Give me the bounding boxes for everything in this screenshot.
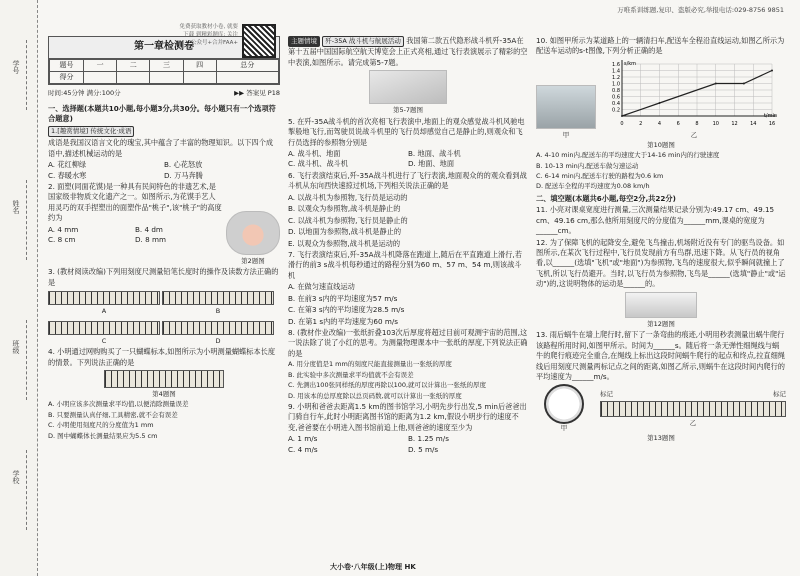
figure-label: B xyxy=(215,307,221,316)
x-axis-label: t/min xyxy=(763,112,777,119)
option[interactable]: A. 4 mm xyxy=(48,224,79,234)
y-tick-label: 1.4 xyxy=(612,68,620,75)
fig-label-yi: 乙 xyxy=(690,131,698,140)
exam-time: 时间:45分钟 满分:100分 xyxy=(48,88,121,97)
option[interactable]: D. 地面、地面 xyxy=(408,159,455,169)
option[interactable]: B. 只要测量认真仔细,工具精密,就不会有误差 xyxy=(48,410,178,419)
score-cell[interactable] xyxy=(117,71,150,83)
data-point xyxy=(621,115,623,117)
option[interactable]: A. 用分度值是1 mm的刻度尺能直接测量出一张纸的厚度 xyxy=(288,360,452,369)
chapter-title: 第一章检测卷 xyxy=(49,37,279,59)
q9-options xyxy=(288,434,528,455)
fill-line xyxy=(26,320,27,400)
score-cell[interactable] xyxy=(216,71,278,83)
q3-text: 3. (教材阅读改编)下列用刻度尺测量铅笔长度时的操作及读数方法正确的是 xyxy=(48,267,279,287)
q1-tag xyxy=(48,126,280,137)
option[interactable]: D. 万马奔腾 xyxy=(164,170,203,180)
airplane-figure xyxy=(625,292,697,318)
option[interactable]: B. 1.25 m/s xyxy=(408,434,449,444)
q13-text: 13. 雨后蜗牛在墙上爬行时,留下了一条弯曲的痕迹,小明用秒表测量出蜗牛爬行该路程所用时间,如图甲所示。时间为______s。随后将一条无弹性细绳线与蜗牛的爬行痕迹完全重合,在绳线上标出这段时间蜗牛爬行的起点和终点,拉直细绳线后用刻度尺测量两标记点之间的距离,如图乙所示,则蜗牛在这段时间内爬行的平均速度为______m/s。 xyxy=(536,330,785,381)
fill-line xyxy=(26,40,27,110)
q8-text: 8. (教材作业改编)一张纸折叠103次后厚度将超过目前可观测宇宙的范围,这一说法除了说了小红的思考。为测量物理课本中一张纸的厚度,下列说法正确的是 xyxy=(288,328,528,358)
score-row-label: 题号 xyxy=(50,59,84,71)
q2-fig-caption: 第2题图 xyxy=(241,256,265,265)
fill-line xyxy=(26,450,27,530)
x-tick-label: 4 xyxy=(657,120,662,127)
option[interactable]: D. 8 mm xyxy=(135,235,166,245)
fighter-jet-figure xyxy=(369,70,447,104)
option[interactable]: C. 4 m/s xyxy=(288,444,318,454)
section-2-heading: 二、填空题(本题共6小题,每空2分,共22分) xyxy=(536,193,676,203)
option[interactable]: C. 先测出100张同样纸的厚度再除以100,就可以计算出一张纸的厚度 xyxy=(288,381,487,390)
score-cell[interactable] xyxy=(183,71,216,83)
x-tick-label: 16 xyxy=(768,120,776,127)
q4-text: 4. 小明通过网购购买了一只蝴蝶标本,如图所示为小明测量蝴蝶标本长度的情景。下列说法正确的是 xyxy=(48,347,276,367)
option[interactable]: C. 在第3 s内的平均速度为28.5 m/s xyxy=(288,305,405,315)
q10-fig-caption: 第10题图 xyxy=(647,140,675,149)
score-cell[interactable] xyxy=(84,71,117,83)
page-footer: 大小卷·八年级(上)物理 HK xyxy=(330,563,416,571)
column-1 xyxy=(48,14,280,442)
name-label: 姓名 xyxy=(12,200,20,214)
copyright-note: 万唯系训练题,复印、盗版必究,举报电话:029-8756 9851 xyxy=(617,6,784,14)
q13-figures xyxy=(536,384,786,433)
topic-title: 歼-35A 战斗机与航展活动 xyxy=(322,36,404,47)
x-tick-label: 8 xyxy=(695,120,699,127)
option[interactable]: C. 6-14 min内,配送车行驶的路程为0.6 km xyxy=(536,172,664,180)
binding-strip xyxy=(0,0,38,576)
option[interactable]: B. 地面、战斗机 xyxy=(408,149,461,159)
option[interactable]: A. 花红柳绿 xyxy=(48,160,87,170)
section-1-heading: 一、选择题(本题共10小题,每小题3分,共30分。每小题只有一个选项符合题意) xyxy=(48,103,276,124)
stopwatch-icon xyxy=(544,384,584,424)
data-point xyxy=(771,69,773,71)
q5-text: 5. 在歼-35A战斗机的首次亮相飞行表演中,地面上的观众感觉战斗机风驰电掣般地飞行,而驾驶员说战斗机里的飞行员却感觉自己是静止的,则观众和飞行员选择的参照物分别是 xyxy=(288,116,525,147)
figure-label: C xyxy=(101,336,107,345)
mark-label: 标记 xyxy=(773,389,786,398)
q10-figures xyxy=(536,58,786,141)
mark-label: 标记 xyxy=(600,389,613,398)
q4-fig-caption: 第4题图 xyxy=(152,389,176,398)
option[interactable]: A. 以战斗机为参照物,飞行员是运动的 xyxy=(288,192,408,202)
score-cell[interactable] xyxy=(150,71,183,83)
qr-note: 免费获取教材小卷, 就要下载 到精彩题库: 关注公众号+合并FAA+ xyxy=(179,24,238,46)
q57-fig-caption: 第5-7题图 xyxy=(392,106,424,115)
q12-text: 12. 为了保障飞机的起降安全,避免飞鸟撞击,机场附近没有专门的驱鸟设备。如图所示,在某次飞行过程中,飞行员发现前方有鸟群,迅速下降。从飞行员的视角看,以______(选填"飞机"或"地面")为参照物,飞鸟的速度很大,似乎瞬间就撞上了飞机,所以飞行员避开。当时,以飞行员为参照物,飞鸟是______(选填"静止"或"运动")的,这说明物体的运动是______的。 xyxy=(536,237,786,289)
option[interactable]: A. 在做匀速直线运动 xyxy=(288,282,355,292)
score-col: 三 xyxy=(150,59,183,71)
option[interactable]: B. 以观众为参照物,战斗机是静止的 xyxy=(288,204,401,214)
topic-tag: 主题情境 xyxy=(288,36,320,47)
q1-text: 成语是我国汉语言文化的瑰宝,其中蕴含了丰富的物理知识。以下四个成语中,描述机械运动的是 xyxy=(48,138,274,158)
y-tick-label: 1.2 xyxy=(612,74,620,81)
option[interactable]: B. 此实验中多次测量求平均值就不会有误差 xyxy=(288,370,414,379)
option[interactable]: D. 在第1 s内的平均速度为60 m/s xyxy=(288,316,398,326)
option[interactable]: A. 1 m/s xyxy=(288,434,318,444)
option[interactable]: C. 战斗机、战斗机 xyxy=(288,159,348,169)
fig-label-jia: 甲 xyxy=(560,424,568,433)
q10-text: 10. 如图甲所示为某道路上的一辆清扫车,配送车全程沿直线运动,如图乙所示为配送车运动的s-t图像,下列分析正确的是 xyxy=(536,36,785,56)
y-tick-label: 1.6 xyxy=(612,61,620,68)
q1-tag-label: 1.[趣赏情境] 传统文化·成语 xyxy=(48,126,134,137)
option[interactable]: B. 心花怒放 xyxy=(164,160,203,170)
x-tick-label: 14 xyxy=(750,120,757,127)
x-tick-label: 10 xyxy=(712,120,719,127)
option[interactable]: C. 春暖水寒 xyxy=(48,170,87,180)
ruler-figure xyxy=(48,321,160,335)
fig-label-yi: 乙 xyxy=(689,419,697,428)
exam-meta xyxy=(48,89,280,98)
y-tick-label: 0.4 xyxy=(612,100,620,107)
q11-text: 11. 小亮对课桌宽度进行测量,三次测量结果记录分别为:49.17 cm、49.15 cm、49.16 cm,那么他所用刻度尺的分度值为______mm,课桌的宽度为______cm。 xyxy=(536,205,775,236)
option[interactable]: C. 以战斗机为参照物,飞行员是静止的 xyxy=(288,215,408,225)
score-row-label: 得分 xyxy=(50,71,84,83)
student-id-label: 学号 xyxy=(12,60,20,74)
y-tick-label: 1.0 xyxy=(612,81,620,88)
option[interactable]: A. 战斗机、地面 xyxy=(288,149,341,159)
q2-options xyxy=(48,225,222,246)
column-3 xyxy=(536,14,786,443)
score-col: 总分 xyxy=(216,59,278,71)
mark-labels xyxy=(600,390,786,399)
y-axis-label: s/km xyxy=(624,60,637,67)
sweeper-truck-figure xyxy=(536,85,596,129)
topic-line xyxy=(288,36,528,68)
option[interactable]: C. 小明使用刻度尺的分度值为1 mm xyxy=(48,421,154,430)
option[interactable]: B. 10-13 min内,配送车做匀速运动 xyxy=(536,161,639,170)
data-point xyxy=(743,82,745,84)
fill-line xyxy=(26,180,27,260)
y-tick-label: 0.6 xyxy=(612,94,620,101)
option[interactable]: D. 图中蝴蝶体长测量结果应为5.5 cm xyxy=(48,431,158,440)
ruler-figure xyxy=(48,291,160,305)
score-col: 一 xyxy=(84,59,117,71)
q7-text: 7. 飞行表演结束后,歼-35A战斗机降落在跑道上,随后在平直跑道上滑行,若滑行的前3 s战斗机每秒通过的路程分别为60 m、57 m、54 m,则该战斗机 xyxy=(288,249,522,280)
peach-figure xyxy=(226,211,280,255)
x-tick-label: 2 xyxy=(639,120,643,127)
option[interactable]: D. 以地面为参照物,战斗机是静止的 xyxy=(288,227,402,237)
ruler-figure xyxy=(162,291,274,305)
q9-text: 9. 小明和爸爸去距离1.5 km的图书馆学习,小明先步行出发,5 min后爸爸出门骑自行车,此时小明距离图书馆的距离为1.2 km,假设小明步行的速度不变,爸爸要在小明进入图书馆前追上他,则爸爸的速度至少为 xyxy=(288,402,527,432)
q2-text: 2. 面塑(同面花馍)是一种具有民间特色的非遗艺术,是国家级非物质文化遗产之一。如图所示,为花馍手艺人用灵巧的双手捏塑出的面塑作品"桃子",该"桃子"的高度约为 xyxy=(48,181,222,223)
butterfly-ruler-figure xyxy=(104,370,224,388)
column-2 xyxy=(288,14,528,455)
option[interactable]: D. 配送车全程的平均速度为0.08 km/h xyxy=(536,182,650,191)
option[interactable]: E. 以观众为参照物,战斗机是运动的 xyxy=(288,238,401,248)
answer-page: 答案见 P18 xyxy=(246,88,280,97)
figure-label: D xyxy=(215,336,221,345)
topic-text: 我国第二款五代隐形战斗机歼-35A在第十五届中国国际航空航天博览会上正式亮相,通过飞行表演展示了精彩的空中表演,如图所示。请完成第5-7题。 xyxy=(288,36,528,67)
string-ruler-figure xyxy=(600,401,786,417)
q1-options xyxy=(48,160,280,181)
school-label: 学校 xyxy=(12,470,20,484)
class-label: 班级 xyxy=(12,340,20,354)
option[interactable]: B. 4 dm xyxy=(135,224,163,234)
x-tick-label: 12 xyxy=(731,120,738,127)
y-tick-label: 0.2 xyxy=(612,107,620,114)
data-point xyxy=(715,82,717,84)
option[interactable]: D. 用该本的总厚度除以总页码数,就可以计算出一张纸的厚度 xyxy=(288,391,462,400)
q13-fig-caption: 第13题图 xyxy=(647,433,675,442)
st-graph xyxy=(602,58,778,128)
x-tick-label: 6 xyxy=(676,120,680,127)
data-point xyxy=(659,102,661,104)
score-col: 四 xyxy=(183,59,216,71)
option[interactable]: B. 在前3 s内的平均速度为57 m/s xyxy=(288,293,398,303)
option[interactable]: D. 5 m/s xyxy=(408,444,439,454)
qr-code xyxy=(242,24,276,58)
q12-fig-caption: 第12题图 xyxy=(647,319,675,328)
figure-label: A xyxy=(101,307,107,316)
score-col: 二 xyxy=(117,59,150,71)
q5-options xyxy=(288,149,528,170)
fig-label-jia: 甲 xyxy=(562,131,570,140)
option[interactable]: A. 小明应该多次测量求平均值,以便消除测量误差 xyxy=(48,400,189,409)
y-tick-label: 0.8 xyxy=(612,87,620,94)
q3-figures xyxy=(48,289,280,346)
x-tick-label: 0 xyxy=(620,120,624,127)
score-table xyxy=(49,59,279,84)
option[interactable]: A. 4-10 min内,配送车的平均速度大于14-16 min内的行驶速度 xyxy=(536,151,720,160)
q6-text: 6. 飞行表演结束后,歼-35A战斗机进行了飞行表演,地面观众的的观众看到战斗机从东向西快速掠过机场,下列相关说法正确的是 xyxy=(288,170,527,191)
answer-ref: ▶▶ 答案见 P18 xyxy=(234,88,280,97)
option[interactable]: C. 8 cm xyxy=(48,235,76,245)
ruler-figure xyxy=(162,321,274,335)
